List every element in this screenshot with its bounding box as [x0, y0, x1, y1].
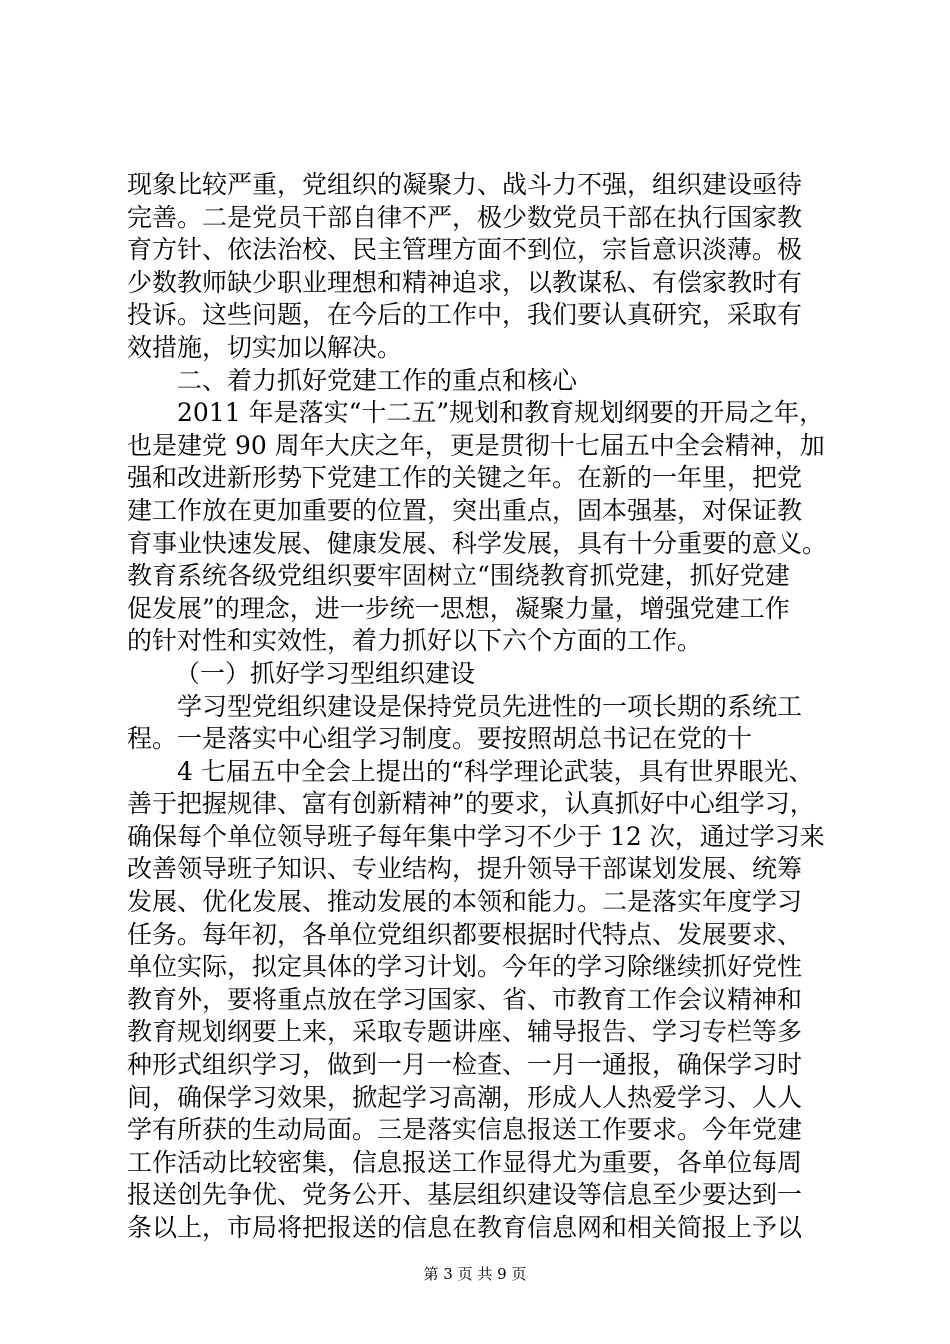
text-line: 完善。二是党员干部自律不严，极少数党员干部在执行国家教	[127, 202, 803, 232]
text-line: 4 七届五中全会上提出的“科学理论武装，具有世界眼光、	[177, 756, 814, 786]
text-line: 教育系统各级党组织要牢固树立“围绕教育抓党建，抓好党建	[127, 561, 790, 591]
text-line: 育事业快速发展、健康发展、科学发展，具有十分重要的意义。	[127, 528, 828, 558]
text-line: 育方针、依法治校、民主管理方面不到位，宗旨意识淡薄。极	[127, 235, 803, 265]
text-line: 建工作放在更加重要的位置，突出重点，固本强基，对保证教	[127, 495, 803, 525]
text-line: 学习型党组织建设是保持党员先进性的一项长期的系统工	[177, 691, 803, 721]
text-line: 发展、优化发展、推动发展的本领和能力。二是落实年度学习	[127, 887, 803, 917]
text-line: 间，确保学习效果，掀起学习高潮，形成人人热爱学习、人人	[127, 1082, 803, 1112]
text-line: 条以上，市局将把报送的信息在教育信息网和相关简报上予以	[127, 1213, 803, 1242]
text-line: 效措施，切实加以解决。	[127, 332, 403, 362]
text-line: 2011 年是落实“十二五”规划和教育规划纲要的开局之年，	[177, 398, 825, 428]
section-heading: 二、着力抓好党建工作的重点和核心	[177, 365, 578, 395]
text-line: 的针对性和实效性，着力抓好以下六个方面的工作。	[127, 626, 703, 656]
text-line: 也是建党 90 周年大庆之年，更是贯彻十七届五中全会精神，加	[127, 430, 825, 460]
subsection-heading: （一）抓好学习型组织建设	[175, 658, 476, 688]
text-line: 改善领导班子知识、专业结构，提升领导干部谋划发展、统筹	[127, 854, 803, 884]
text-line: 善于把握规律、富有创新精神”的要求，认真抓好中心组学习，	[127, 789, 815, 819]
text-line: 现象比较严重，党组织的凝聚力、战斗力不强，组织建设亟待	[127, 170, 803, 199]
text-line: 少数教师缺少职业理想和精神追求，以教谋私、有偿家教时有	[127, 267, 803, 297]
text-line: 确保每个单位领导班子每年集中学习不少于 12 次，通过学习来	[127, 821, 825, 851]
text-line: 投诉。这些问题，在今后的工作中，我们要认真研究，采取有	[127, 300, 803, 330]
text-line: 工作活动比较密集，信息报送工作显得尤为重要，各单位每周	[127, 1147, 803, 1177]
text-line: 单位实际，拟定具体的学习计划。今年的学习除继续抓好党性	[127, 952, 803, 982]
text-line: 促发展”的理念，进一步统一思想，凝聚力量，增强党建工作	[127, 593, 790, 623]
text-line: 任务。每年初，各单位党组织都要根据时代特点、发展要求、	[127, 919, 803, 949]
text-line: 教育外，要将重点放在学习国家、省、市教育工作会议精神和	[127, 984, 803, 1014]
document-body	[127, 169, 827, 1245]
text-line: 程。一是落实中心组学习制度。要按照胡总书记在党的十	[127, 724, 753, 754]
page-number-label: 第 3 页 共 9 页	[423, 1265, 527, 1283]
text-line: 教育规划纲要上来，采取专题讲座、辅导报告、学习专栏等多	[127, 1017, 803, 1047]
page-footer	[0, 1264, 950, 1284]
text-line: 强和改进新形势下党建工作的关键之年。在新的一年里，把党	[127, 463, 803, 493]
text-line: 学有所获的生动局面。三是落实信息报送工作要求。今年党建	[127, 1115, 803, 1145]
text-line: 报送创先争优、党务公开、基层组织建设等信息至少要达到一	[127, 1180, 803, 1210]
text-line: 种形式组织学习，做到一月一检查、一月一通报，确保学习时	[127, 1050, 803, 1080]
